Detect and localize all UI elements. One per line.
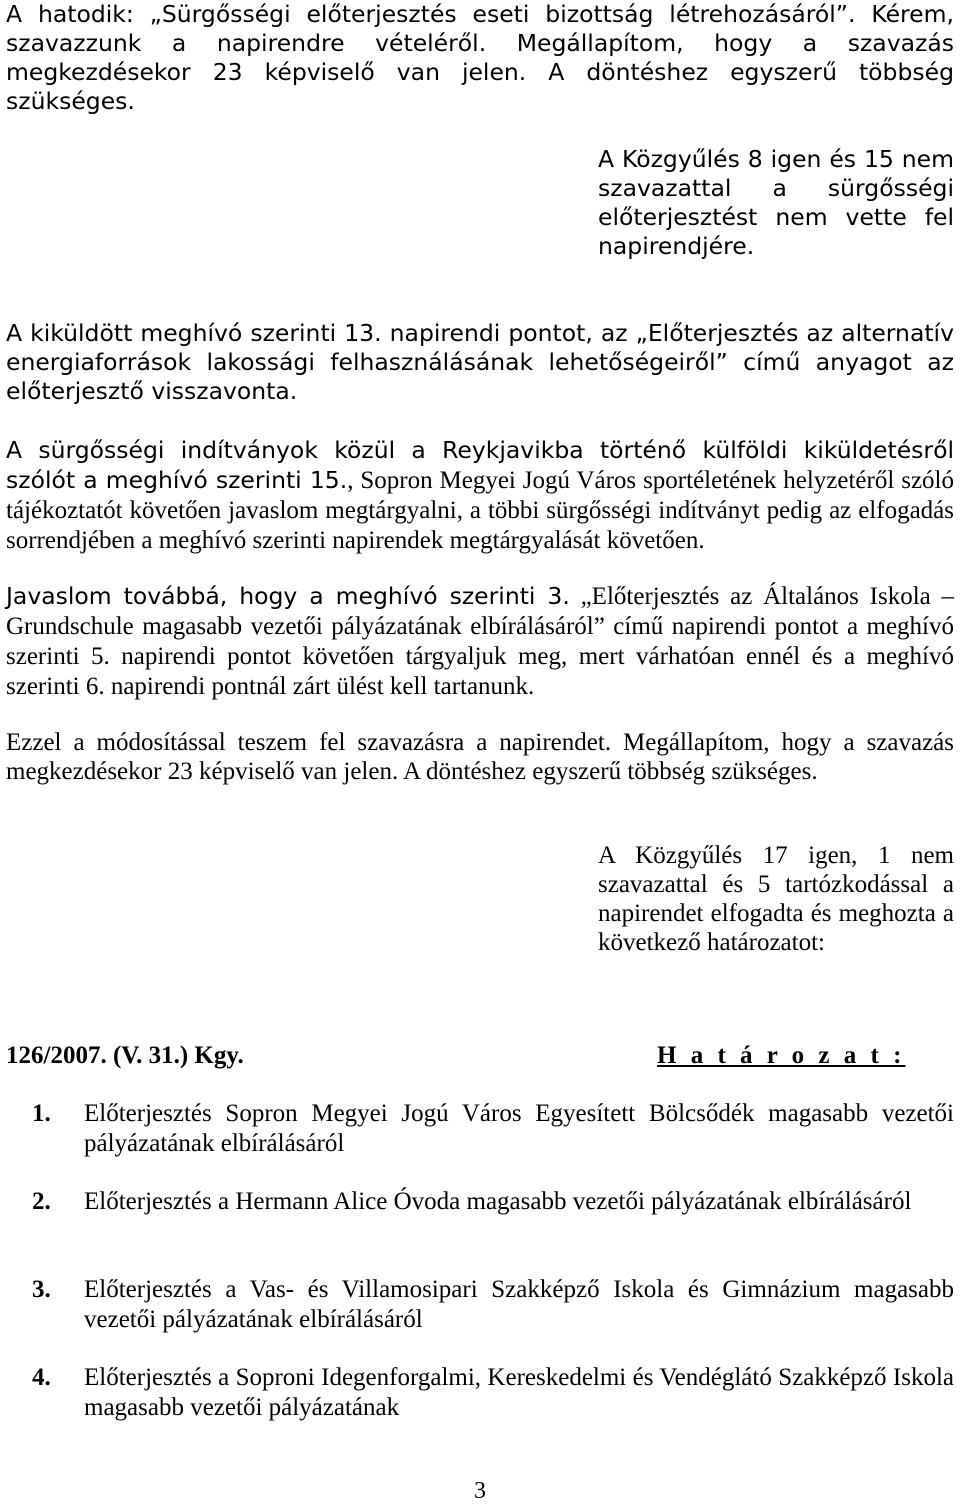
list-item-text: Előterjesztés a Vas- és Villamosipari Szakképző Iskola és Gimnázium magasabb vezetői pályázatának elbírálásáról [84,1276,954,1333]
list-item-text: Előterjesztés Sopron Megyei Jogú Város Egyesített Bölcsődék magasabb vezetői pályázatának elbírálásáról [84,1100,954,1157]
proposal-text-1: A sürgősségi indítványok közül a Reykjavikba történő külföldi kiküldetésről szólót a meghívó szerinti 15. [6,436,954,494]
list-item [6,1363,954,1423]
page-number: 3 [474,1478,486,1504]
list-item [6,1187,954,1217]
list-item-number: 4. [32,1364,51,1391]
vote-result-2: A Közgyűlés 17 igen, 1 nem szavazattal és 5 tartózkodással a napirendet elfogadta és meghozta a következő határozatot: [598,842,954,956]
list-item [6,1275,954,1335]
proposal-text-2: , Sopron Megyei Jogú Város sportéletének helyzetéről szóló tájékoztatót követően javaslom megtárgyalni, a többi sürgősségi indítványt pedig az elfogadás sorrendjében a meghívó szerinti napirendek megtárgyalását követően. [6,467,954,554]
list-item-text: Előterjesztés a Soproni Idegenforgalmi, Kereskedelmi és Vendéglátó Szakképző Iskola magasabb vezetői pályázatának [84,1364,954,1421]
withdrawn-paragraph: A kiküldött meghívó szerinti 13. napirendi pontot, az „Előterjesztés az alternatív energiaforrások lakossági felhasználásának lehetőségeiről” című anyagot az előterjesztő visszavonta. [6,319,954,405]
proposal-text-5: Ezzel a módosítással teszem fel szavazásra a napirendet. Megállapítom, [6,729,770,756]
list-item-number: 1. [32,1100,51,1127]
proposal-text-4: „Előterjesztés az Általános Iskola – Grundschule magasabb vezetői pályázatának elbírálásáról” című napirendi pontot a meghívó szerinti 5. napirendi pontot követően tárgyaljuk meg, mert várhatóan ennél és a meghívó szerinti 6. napirendi pontnál zárt ülést kell tartanunk. [6,583,954,700]
intro-paragraph: A hatodik: „Sürgősségi előterjesztés eseti bizottság létrehozásáról”. Kérem, szavazzunk a napirendre vételéről. Megállapítom, hogy a szavazás megkezdésekor 23 képviselő van jelen. A döntéshez egyszerű többség szükséges. [6,0,954,115]
proposal-paragraph-2 [6,582,954,702]
resolution-heading: H a t á r o z a t : [657,1042,906,1069]
vote-result-1: A Közgyűlés 8 igen és 15 nem szavazattal a sürgősségi előterjesztést nem vette fel napirendjére. [598,145,954,260]
list-item-text: Előterjesztés a Hermann Alice Óvoda magasabb vezetői pályázatának elbírálásáról [84,1188,912,1215]
proposal-text-3: Javaslom továbbá, hogy a meghívó szerinti 3. [6,582,570,610]
proposal-paragraph [6,436,954,556]
list-item [6,1099,954,1159]
resolution-number: 126/2007. (V. 31.) Kgy. [6,1042,244,1069]
proposal-text-6: hogy a szavazás megkezdésekor 23 képviselő van jelen. A döntéshez egyszerű többség szükséges. [6,729,955,785]
list-item-number: 2. [32,1188,51,1215]
list-item-number: 3. [32,1276,51,1303]
proposal-paragraph-3 [6,728,954,786]
